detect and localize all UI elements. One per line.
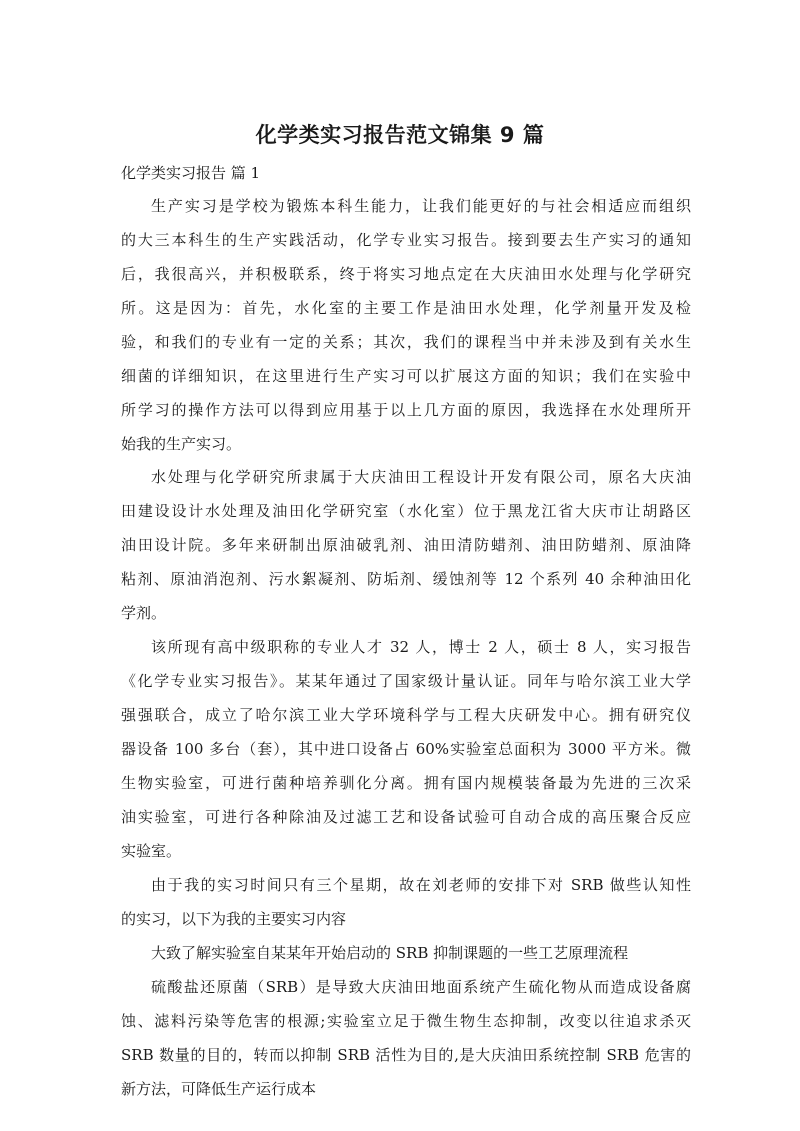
- document-title: 化学类实习报告范文锦集 9 篇: [255, 123, 545, 147]
- paragraph-line: SRB 数量的目的，转而以抑制 SRB 活性为目的,是大庆油田系统控制 SRB 危害的: [121, 1046, 691, 1064]
- paragraph-line: 的大三本科生的生产实践活动，化学专业实习报告。接到要去生产实习的通知: [121, 231, 691, 249]
- paragraph-line: 细菌的详细知识，在这里进行生产实习可以扩展这方面的知识；我们在实验中: [121, 367, 691, 385]
- paragraph-line: 始我的生产实习。: [121, 435, 242, 453]
- paragraph-line: 强强联合，成立了哈尔滨工业大学环境科学与工程大庆研发中心。拥有研究仪: [121, 706, 691, 724]
- paragraph-line: 大致了解实验室自某某年开始启动的 SRB 抑制课题的一些工艺原理流程: [151, 944, 629, 962]
- paragraph-line: 粘剂、原油消泡剂、污水絮凝剂、防垢剂、缓蚀剂等 12 个系列 40 余种油田化: [121, 570, 691, 588]
- paragraph-line: 该所现有高中级职称的专业人才 32 人，博士 2 人，硕士 8 人，实习报告: [151, 638, 691, 656]
- paragraph-line: 水处理与化学研究所隶属于大庆油田工程设计开发有限公司，原名大庆油: [151, 468, 691, 486]
- paragraph-line: 新方法，可降低生产运行成本: [121, 1080, 317, 1098]
- paragraph-line: 由于我的实习时间只有三个星期，故在刘老师的安排下对 SRB 做些认知性: [151, 876, 691, 894]
- paragraph-line: 生产实习是学校为锻炼本科生能力，让我们能更好的与社会相适应而组织: [151, 197, 691, 215]
- paragraph-line: 《化学专业实习报告》。某某年通过了国家级计量认证。同年与哈尔滨工业大学: [121, 672, 691, 690]
- paragraph-line: 的实习，以下为我的主要实习内容: [121, 910, 347, 928]
- paragraph-line: 验，和我们的专业有一定的关系；其次，我们的课程当中并未涉及到有关水生: [121, 333, 691, 351]
- paragraph-line: 蚀、滤料污染等危害的根源;实验室立足于微生物生态抑制，改变以往追求杀灭: [121, 1012, 691, 1030]
- paragraph-line: 生物实验室，可进行菌种培养驯化分离。拥有国内规模装备最为先进的三次采: [121, 774, 691, 792]
- paragraph-line: 油实验室，可进行各种除油及过滤工艺和设备试验可自动合成的高压聚合反应: [121, 808, 691, 826]
- paragraph-line: 学剂。: [121, 604, 167, 622]
- paragraph-line: 所学习的操作方法可以得到应用基于以上几方面的原因，我选择在水处理所开: [121, 401, 691, 419]
- paragraph-line: 所。这是因为：首先，水化室的主要工作是油田水处理，化学剂量开发及检: [121, 299, 691, 317]
- paragraph-line: 硫酸盐还原菌（SRB）是导致大庆油田地面系统产生硫化物从而造成设备腐: [151, 978, 691, 996]
- paragraph-line: 后，我很高兴，并积极联系，终于将实习地点定在大庆油田水处理与化学研究: [121, 265, 691, 283]
- paragraph-line: 油田设计院。多年来研制出原油破乳剂、油田清防蜡剂、油田防蜡剂、原油降: [121, 536, 691, 554]
- paragraph-line: 器设备 100 多台（套），其中进口设备占 60%实验室总面积为 3000 平方米。微: [121, 740, 691, 758]
- section-heading: 化学类实习报告 篇 1: [121, 164, 261, 182]
- paragraph-line: 田建设设计水处理及油田化学研究室（水化室）位于黑龙江省大庆市让胡路区: [121, 502, 691, 520]
- paragraph-line: 实验室。: [121, 842, 182, 860]
